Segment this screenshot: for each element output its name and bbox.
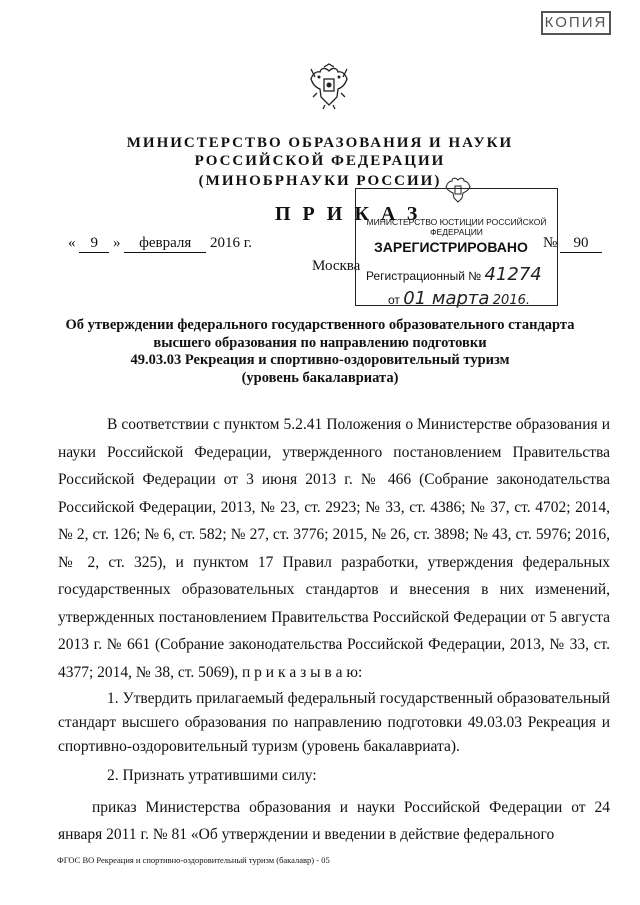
stamp-reg-number-row xyxy=(366,264,542,285)
stamp-eagle-icon xyxy=(444,175,472,207)
item-1: 1. Утвердить прилагаемый федеральный государственный образовательный стандарт высшего образования по направлению подготовки 49.03.03 Рекреация и спортивно-оздоровительный туризм (уровень бакалавриата). xyxy=(58,690,610,755)
decree-word: п р и к а з ы в а ю: xyxy=(242,663,363,681)
copy-stamp: КОПИЯ xyxy=(541,11,611,35)
stamp-from-label: от xyxy=(388,293,400,307)
double-headed-eagle-icon xyxy=(307,63,351,111)
order-title-line4: (уровень бакалавриата) xyxy=(241,370,399,386)
preamble-text: В соответствии с пунктом 5.2.41 Положения о Министерстве образования и науки Российской Федерации, утвержденного постановлением Правительства Российской Федерации от 3 июня 2013 г. № 466 (Собрание законодательства Российской Федерации, 2013, № 23, ст. 2923; № 33, ст. 4386; № 37, ст. 4702; 2014, № 2, ст. 126; № 6, ст. 582; № 27, ст. 3776; 2015, № 26, ст. 3898; № 43, ст. 5976; 2016, № 2, ст. 325), и пунктом 17 Правил разработки, утверждения федеральных государственных образовательных стандартов и внесения в них изменений, утвержденных постановлением Правительства Российской Федерации от 5 августа 2013 г. № 661 (Собрание законодательства Российской Федерации, 2013, № 33, ст. 4377; 2014, № 38, ст. 5069), xyxy=(58,416,610,681)
ministry-name-line1: МИНИСТЕРСТВО ОБРАЗОВАНИЯ И НАУКИ xyxy=(126,135,514,151)
registration-stamp xyxy=(355,188,558,309)
stamp-header: МИНИСТЕРСТВО ЮСТИЦИИ РОССИЙСКОЙ ФЕДЕРАЦИИ xyxy=(366,217,547,237)
date-day: 9 xyxy=(79,235,109,253)
ministry-short-name: (МИНОБРНАУКИ РОССИИ) xyxy=(198,173,442,189)
document-type: ПРИКАЗ xyxy=(275,203,430,225)
footer-text: ФГОС ВО Рекреация и спортивно-оздоровительный туризм (бакалавр) - 05 xyxy=(57,855,330,865)
item-2-text: приказ Министерства образования и науки Российской Федерации от 24 января 2011 г. № 81 «Об утверждении и введении в действие федерального xyxy=(58,799,610,843)
ministry-name-line2: РОССИЙСКОЙ ФЕДЕРАЦИИ xyxy=(194,153,446,169)
stamp-reg-number: 41274 xyxy=(484,264,542,285)
stamp-registered: ЗАРЕГИСТРИРОВАНО xyxy=(374,239,528,255)
order-title-line3: 49.03.03 Рекреация и спортивно-оздоровительный туризм xyxy=(130,352,510,368)
date-year: 2016 г. xyxy=(210,235,252,251)
preamble-paragraph xyxy=(58,411,610,686)
date-close-quote: » xyxy=(113,235,121,251)
order-date xyxy=(68,235,252,253)
stamp-reg-year: 2016. xyxy=(492,293,530,308)
date-month: февраля xyxy=(124,235,206,253)
order-number: 90 xyxy=(560,235,602,253)
city: Москва xyxy=(312,258,361,274)
stamp-date-row xyxy=(388,288,530,309)
date-open-quote: « xyxy=(68,235,76,251)
item-2: 2. Признать утратившими силу: xyxy=(107,767,317,784)
stamp-reg-date: 01 марта xyxy=(403,288,490,309)
order-number-sign: № xyxy=(543,235,558,251)
stamp-reg-label: Регистрационный № xyxy=(366,269,482,283)
order-title-line2: высшего образования по направлению подготовки xyxy=(153,335,487,351)
order-title-line1: Об утверждении федерального государственного образовательного стандарта xyxy=(65,317,575,333)
